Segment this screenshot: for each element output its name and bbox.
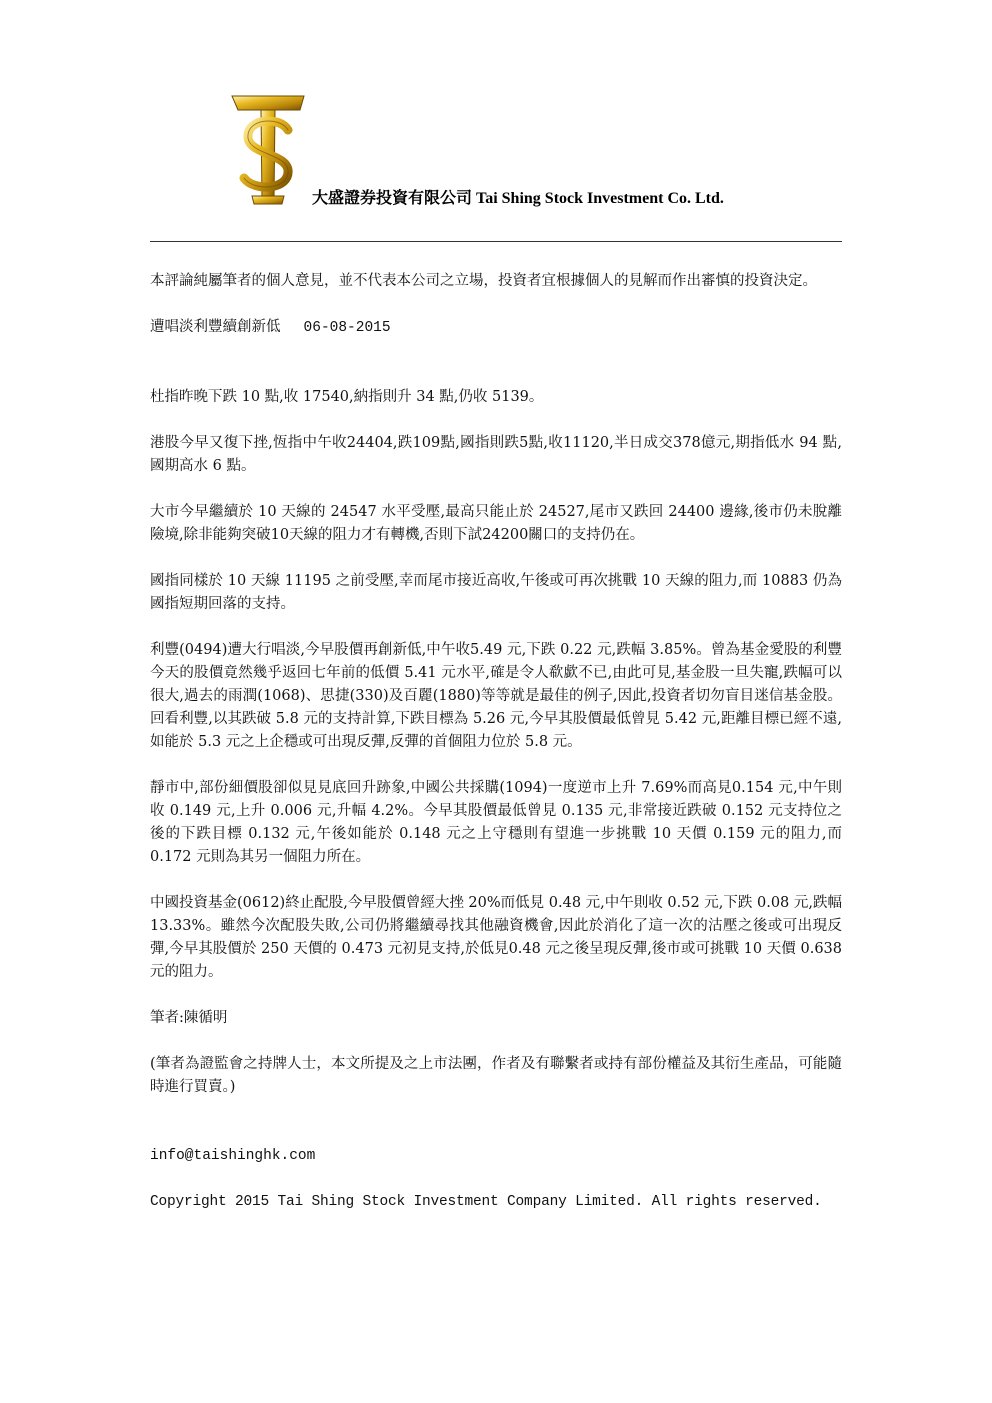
contact-email[interactable]: info@taishinghk.com (150, 1148, 316, 1164)
author-disclosure: (筆者為證監會之持牌人士，本文所提及之上市法團，作者及有聯繫者或持有部份權益及其衍生產品，可能隨時進行買賣。) (150, 1056, 842, 1095)
paragraph: 利豐(0494)遭大行唱淡,今早股價再創新低,中午收5.49 元,下跌 0.22 元,跌幅 3.85%。曾為基金愛股的利豐今天的股價竟然幾乎返回七年前的低價 5.41 元水平,確是令人欷歔不已,由此可見,基金股一旦失寵,跌幅可以很大,過去的雨潤(1068)、思捷(330)及百麗(1880)等等就是最佳的例子,因此,投資者切勿盲目迷信基金股。回看利豐,以其跌破 5.8 元的支持計算,下跌目標為 5.26 元,今早其股價最低曾見 5.42 元,距離目標已經不遠,如能於 5.3 元之上企穩或可出現反彈,反彈的首個阻力位於 5.8 元。 (150, 642, 842, 750)
paragraph: 港股今早又復下挫,恆指中午收24404,跌109點,國指則跌5點,收11120,半日成交378億元,期指低水 94 點,國期高水 6 點。 (150, 435, 842, 474)
letterhead (228, 92, 848, 212)
paragraph: 靜市中,部份細價股卻似見見底回升跡象,中國公共採購(1094)一度逆市上升 7.69%而高見0.154 元,中午則收 0.149 元,上升 0.006 元,升幅 4.2%。今早其股價最低曾見 0.135 元,非常接近跌破 0.152 元支持位之後的下跌目標 0.132 元,午後如能於 0.148 元之上守穩則有望進一步挑戰 10 天價 0.159 元的阻力,而 0.172 元則為其另一個阻力所在。 (150, 780, 842, 865)
paragraph: 大市今早繼續於 10 天線的 24547 水平受壓,最高只能止於 24527,尾市又跌回 24400 邊緣,後市仍未脫離險境,除非能夠突破10天線的阻力才有轉機,否則下試24200關口的支持仍在。 (150, 504, 842, 543)
paragraph: 國指同樣於 10 天線 11195 之前受壓,幸而尾市接近高收,午後或可再次挑戰 10 天線的阻力,而 10883 仍為國指短期回落的支持。 (150, 573, 842, 612)
header-divider (150, 241, 842, 242)
disclaimer-text: 本評論純屬筆者的個人意見，並不代表本公司之立場，投資者宜根據個人的見解而作出審慎的投資決定。 (150, 273, 817, 289)
paragraph: 中國投資基金(0612)終止配股,今早股價曾經大挫 20%而低見 0.48 元,中午則收 0.52 元,下跌 0.08 元,跌幅 13.33%。雖然今次配股失敗,公司仍將繼續尋找其他融資機會,因此於消化了這一次的沽壓之後或可出現反彈,今早其股價於 250 天價的 0.473 元初見支持,於低見0.48 元之後呈現反彈,後市或可挑戰 10 天價 0.638 元的阻力。 (150, 895, 842, 980)
company-logo (228, 92, 308, 207)
article-date: 06-08-2015 (303, 320, 391, 336)
copyright-notice: Copyright 2015 Tai Shing Stock Investment Company Limited. All rights reserved. (150, 1194, 822, 1210)
article-title: 遭唱淡利豐續創新低 (150, 319, 281, 335)
paragraph: 杜指昨晚下跌 10 點,收 17540,納指則升 34 點,仍收 5139。 (150, 389, 544, 405)
company-name: 大盛證券投資有限公司 Tai Shing Stock Investment Co. Ltd. (312, 190, 724, 207)
article-heading (150, 316, 842, 340)
author-line: 筆者:陳循明 (150, 1010, 228, 1026)
article-body (150, 270, 842, 1229)
